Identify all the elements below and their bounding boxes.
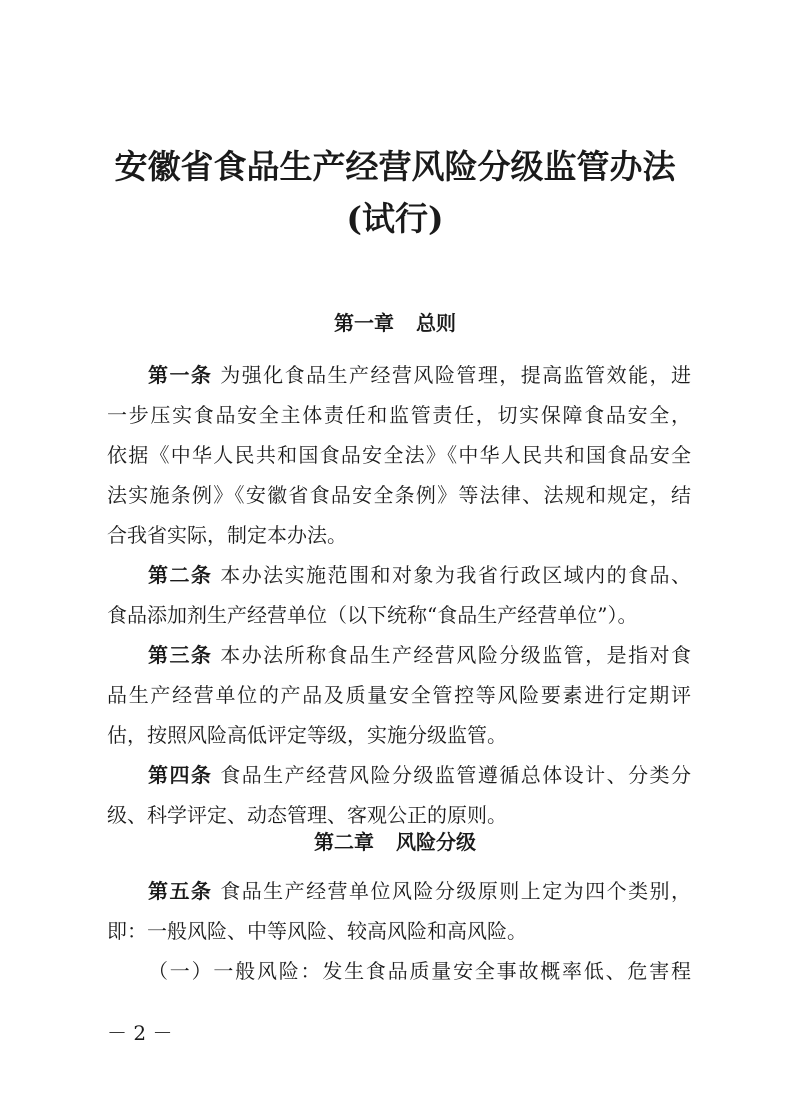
article-line: 合我省实际，制定本办法。 — [107, 523, 347, 547]
article-label: 第五条 — [148, 879, 213, 903]
clause-line: （一）一般风险：发生食品质量安全事故概率低、危害程 — [148, 959, 691, 983]
article-line: 法实施条例》《安徽省食品安全条例》等法律、法规和规定，结 — [107, 483, 691, 507]
article-line: 一步压实食品安全主体责任和监管责任，切实保障食品安全， — [107, 403, 691, 427]
article-line: 食品添加剂生产经营单位（以下统称“食品生产经营单位”）。 — [107, 603, 638, 627]
article-line: 第一条 为强化食品生产经营风险管理，提高监管效能，进 — [148, 363, 692, 387]
chapter-title: 总则 — [416, 311, 456, 335]
chapter-number: 第一章 — [334, 311, 394, 335]
article-label: 第三条 — [148, 643, 213, 667]
article-line: 级、科学评定、动态管理、客观公正的原则。 — [107, 803, 507, 827]
chapter-title: 风险分级 — [396, 830, 476, 854]
chapter-heading — [0, 309, 790, 337]
article-line: 依据《中华人民共和国食品安全法》《中华人民共和国食品安全 — [107, 443, 691, 467]
chapter-number: 第二章 — [314, 830, 374, 854]
article-line: 第五条 食品生产经营单位风险分级原则上定为四个类别， — [148, 879, 692, 903]
document-title: 安徽省食品生产经营风险分级监管办法 — [114, 147, 676, 186]
document-subtitle: (试行) — [346, 199, 444, 238]
article-label: 第四条 — [148, 763, 213, 787]
article-line: 第四条 食品生产经营风险分级监管遵循总体设计、分类分 — [148, 763, 692, 787]
page-number: － 2 － — [107, 1021, 173, 1045]
article-line: 即：一般风险、中等风险、较高风险和高风险。 — [107, 919, 527, 943]
chapter-heading — [0, 828, 790, 856]
article-line: 品生产经营单位的产品及质量安全管控等风险要素进行定期评 — [107, 683, 691, 707]
article-line: 估，按照风险高低评定等级，实施分级监管。 — [107, 723, 507, 747]
article-line: 第二条 本办法实施范围和对象为我省行政区域内的食品、 — [148, 563, 692, 587]
article-label: 第二条 — [148, 563, 213, 587]
article-line: 第三条 本办法所称食品生产经营风险分级监管，是指对食 — [148, 643, 692, 667]
article-label: 第一条 — [148, 363, 213, 387]
